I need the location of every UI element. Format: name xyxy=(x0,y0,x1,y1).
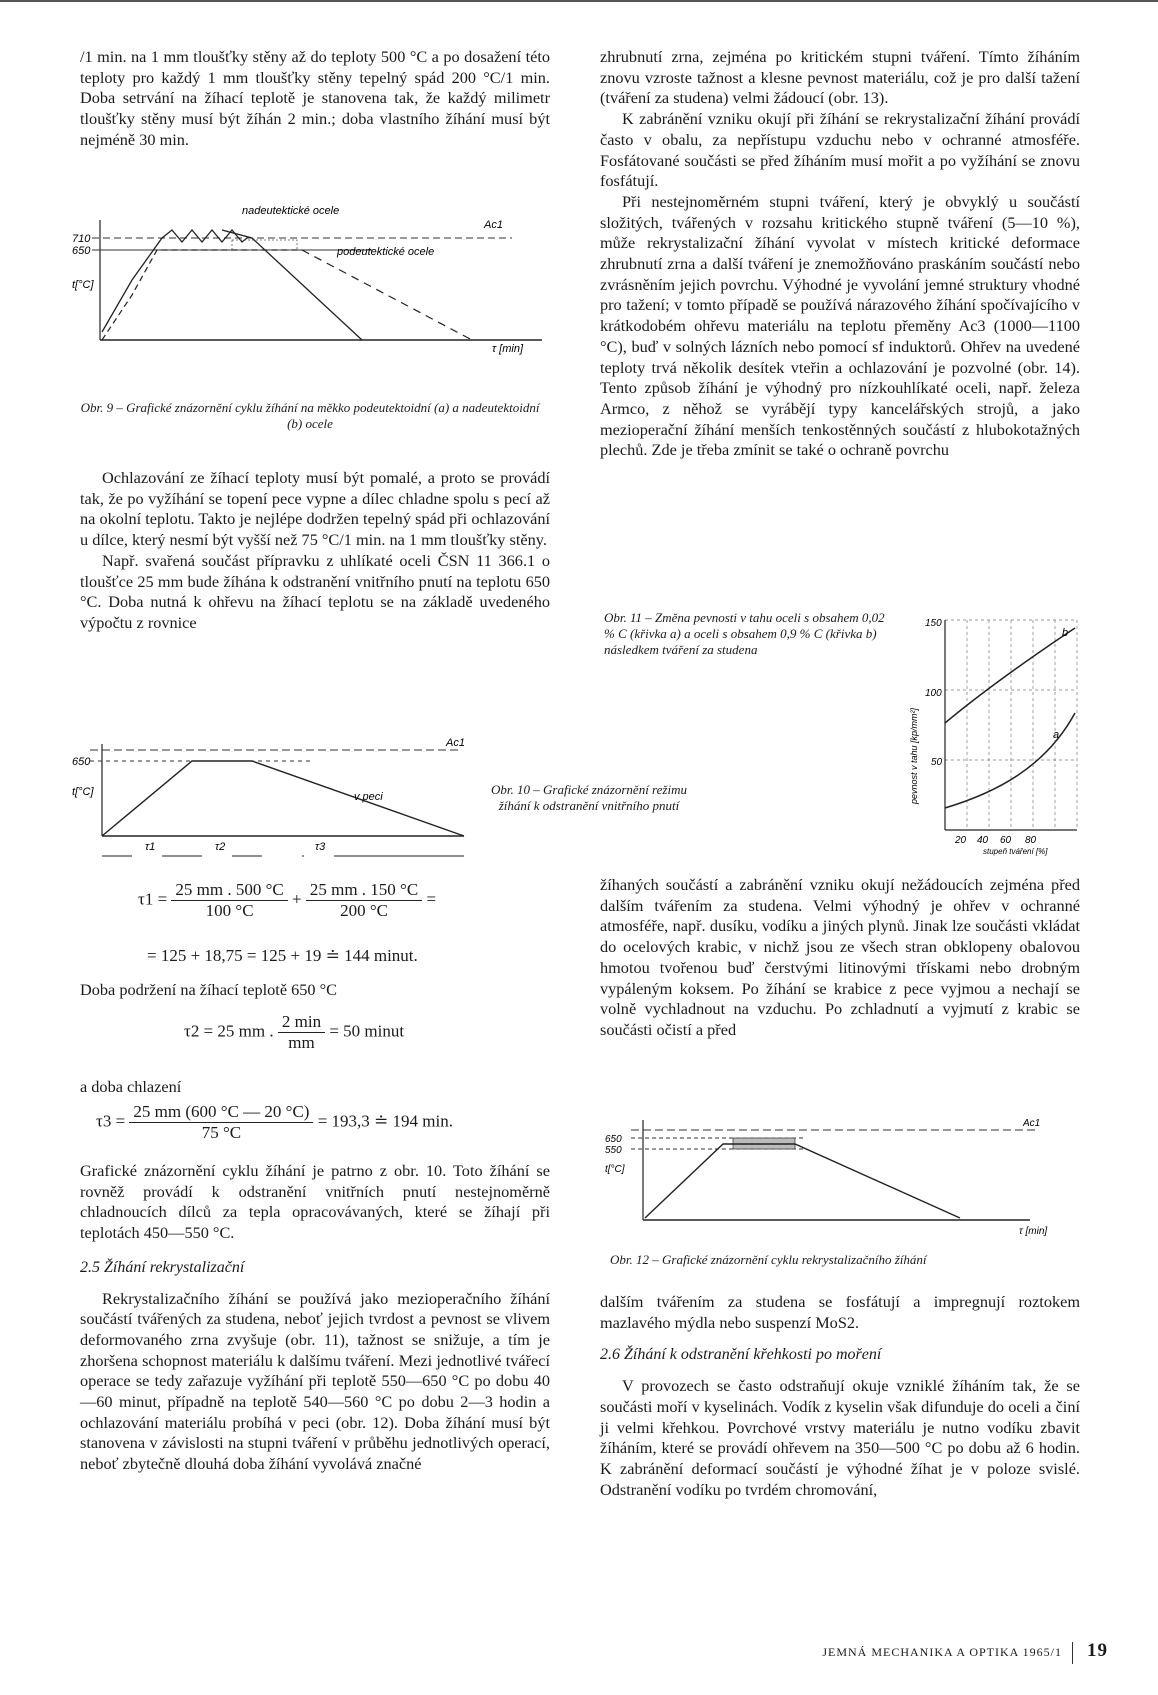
fig9-yaxis: t[°C] xyxy=(72,279,94,291)
right-col-bottom xyxy=(600,1292,1080,1500)
left-paragraph-1: /1 min. na 1 mm tloušťky stěny až do teploty 500 °C a po dosažení této teploty pro každý 1 mm tloušťky stěny tepelný spád 200 °C/1 min. Doba setrvání na žíhací teplotě je stanovena tak, že každý milimetr tloušťky stěny musí být žíhán 2 min.; doba vlastního žíhání musí být nejméně 30 min. xyxy=(80,47,550,149)
figure-9 xyxy=(72,200,562,370)
top-rule xyxy=(0,0,1158,2)
fig11-y150: 150 xyxy=(925,618,942,629)
equation-t3 xyxy=(96,1102,453,1143)
right-paragraph-3: Při nestejnoměrném stupni tváření, který je obvyklý u součástí složitých, tvářených v rozsahu kritického stupně tváření (5—10 %), může rekrystalizační žíhání vyvolat v místech kritické deformace zhrubnutí zrna a další tváření je znemožňováno praskáním součástí nebo zvrásněním jejich povrchu. Výhodné je vyvolání jemné struktury vhodné pro tažení; v tomto případě se používá nárazového žíhání spočívajícího v krátkodobém ohřevu materiálu na teplotu přeměny Ac3 (1000—1100 °C), buď v solných lázních nebo pomocí sf induktorů. Ohřev na uvedené teploty trvá několik desítek vteřin a ochlazování je pozvolné (obr. 14). Tento způsob žíhání je výhodný pro nízkouhlíkaté oceli, např. železa Armco, z něhož se vyrábějí typy kancelářských strojů, a jako mezioperační žíhání menších tenkostěnných součástí z hlubokotažných plechů. Zde je třeba zmínit se také o ochraně povrchu xyxy=(600,191,1080,460)
page-footer xyxy=(822,1640,1108,1664)
fig10-t3: τ3 xyxy=(315,841,326,853)
section-2-6-heading: 2.6 Žíhání k odstranění křehkosti po moření xyxy=(600,1346,882,1364)
equation-t2 xyxy=(184,1012,404,1053)
fig11-yaxis: pevnost v tahu [kp/mm²] xyxy=(909,707,919,804)
figure-12-caption: Obr. 12 – Grafické znázornění cyklu rekrystalizačního žíhání xyxy=(610,1252,927,1267)
footer-journal: JEMNÁ MECHANIKA A OPTIKA 1965/1 xyxy=(822,1645,1062,1659)
cool-text: a doba chlazení xyxy=(80,1077,182,1096)
fig11-x20: 20 xyxy=(955,835,967,846)
left-paragraph-4: Grafické znázornění cyklu žíhání je patrno z obr. 10. Toto žíhání se rovněž provádí k odstranění vnitřních pnutí nestejnoměrně chladnoucích dílců za tepla opracovávaných, které se žíhají při teplotách 450—550 °C. xyxy=(80,1161,550,1243)
fig9-ac: Ac1 xyxy=(484,219,503,231)
page-number: 19 xyxy=(1087,1640,1108,1661)
left-paragraph-5: Rekrystalizačního žíhání se používá jako mezioperačního žíhání součástí tvářených za studena, neboť jejich tvrdost a pevnost se vlivem deformovaného zrna zvyšuje (obr. 11), tažnost se snižuje, a tím je zhoršena schopnost materiálu k dalšímu tváření. Mezi jednotlivé tvářecí operace se tedy zařazuje vyžíhání při teplotě 550—650 °C po dobu 40—60 minut, případně na teplotě 540—560 °C po dobu 2—3 hodin a ochlazování materiálu probíhá v peci (obr. 12). Doba žíhání musí být stanovena v závislosti na stupni tváření v průběhu jednotlivých operací, neboť zbytečně dlouhá doba žíhání vyvolává značné xyxy=(80,1288,550,1474)
fig10-curve xyxy=(102,761,464,836)
fig11-label-a: a xyxy=(1053,729,1060,741)
right-col-top xyxy=(600,47,1080,461)
right-paragraph-2: K zabránění vzniku okují při žíhání se rekrystalizační žíhání provádí často v obalu, za nepřístupu vzduchu nebo v ochranné atmosféře. Fosfátované součásti se před žíháním musí mořit a po vyžíhání se znovu fosfátují. xyxy=(600,109,1080,191)
fig9-y650: 650 xyxy=(72,245,91,257)
fig12-y650: 650 xyxy=(605,1134,622,1145)
eq-t3-res: = 193,3 ≐ 194 min. xyxy=(317,1111,453,1131)
fig10-ac: Ac1 xyxy=(446,737,465,749)
figure-9-caption: Obr. 9 – Grafické znázornění cyklu žíhání na měkko podeutektoidní (a) a nadeutektoidní (b) ocele xyxy=(80,400,540,431)
left-col-top xyxy=(80,47,550,151)
fig11-label-b: b xyxy=(1062,627,1069,639)
fig11-x40: 40 xyxy=(977,835,989,846)
fig9-curve-cool-b xyxy=(302,250,472,340)
fig12-xaxis: τ [min] xyxy=(1019,1226,1048,1237)
eq-equals: = xyxy=(426,889,437,909)
fig9-label-bottom: podeutektické ocele xyxy=(337,246,435,258)
fig11-x80: 80 xyxy=(1025,835,1037,846)
left-col-mid xyxy=(80,468,550,634)
section-2-5-heading: 2.5 Žíhání rekrystalizační xyxy=(80,1258,245,1276)
figure-11-caption: Obr. 11 – Změna pevnosti v tahu oceli s obsahem 0,02 % C (křivka a) a oceli s obsahem 0,9 % C (křivka b) následkem tváření za studena xyxy=(604,610,885,657)
fig12-curve xyxy=(645,1144,960,1218)
fig11-curve-b xyxy=(945,628,1075,723)
equation-t1-result: = 125 + 18,75 = 125 + 19 ≐ 144 minut. xyxy=(147,946,418,965)
fig11-grid xyxy=(945,620,1077,830)
fig10-vpeci: v peci xyxy=(354,791,383,803)
figure-11 xyxy=(905,608,1125,858)
eq-frac-4: $\frac{25 mm (600 ^\circ C — 20 ^\circ C)}{75 ^\circ C}$ xyxy=(129,1102,313,1143)
fig11-y50: 50 xyxy=(931,757,943,768)
right-paragraph-5: dalším tvářením za studena se fosfátují a impregnují roztokem mazlavého mýdla nebo suspenzí MoS2. xyxy=(600,1292,1080,1332)
eq-t1-lhs: τ1 = xyxy=(138,889,168,909)
fig10-t1: τ1 xyxy=(145,841,156,853)
left-col-bottom xyxy=(80,1161,550,1475)
figure-10-caption: Obr. 10 – Grafické znázornění režimu žíhání k odstranění vnitřního pnutí xyxy=(491,782,687,813)
equation-t1 xyxy=(138,880,436,921)
fig9-curve-podeut-rise xyxy=(102,250,302,340)
left-paragraph-3: Např. svařená součást přípravku z uhlíkaté oceli ČSN 11 366.1 o tloušťce 25 mm bude žíhána k odstranění vnitřního pnutí na teplotu 650 °C. Doba nutná k ohřevu na žíhací teplotu se na základě uvedeného výpočtu z rovnice xyxy=(80,550,550,632)
right-paragraph-1: zhrubnutí zrna, zejména po kritickém stupni tváření. Tímto žíháním znovu vzroste tažnost a klesne pevnost materiálu, což je pro další tažení (tváření za studena) velmi žádoucí (obr. 13). xyxy=(600,47,1080,108)
fig9-label-top: nadeutektické ocele xyxy=(242,205,340,217)
fig9-y710: 710 xyxy=(72,233,91,245)
fig10-yaxis: t[°C] xyxy=(72,786,94,798)
fig11-x60: 60 xyxy=(1000,835,1012,846)
eq-t2-lhs: τ2 = 25 mm . xyxy=(184,1021,274,1041)
fig11-y100: 100 xyxy=(925,688,942,699)
footer-divider xyxy=(1072,1642,1073,1664)
right-col-mid xyxy=(600,875,1080,1041)
eq-t2-res: = 50 minut xyxy=(329,1021,405,1041)
right-paragraph-4: žíhaných součástí a zabránění vzniku okují nežádoucích zejména před dalším tvářením za studena. Velmi výhodný je ohřev v ochranné atmosféře, např. dusíku, vodíku a jiných plynů. Jinak lze součásti vkládat do ocelových krabic, v nichž jsou ze všech stran obklopeny obalovou hmotou tvořenou buď čerstvými litinovými třískami nebo drobným vypáleným koksem. Po žíhání se krabice z pece vyjmou a nechají se volně vychladnout na vzduchu. Po zchladnutí a vyjmutí z krabic se součásti očistí a před xyxy=(600,875,1080,1039)
right-paragraph-6: V provozech se často odstraňují okuje vzniklé žíháním tak, že se součásti moří v kyselinách. Vodík z kyselin však difunduje do oceli a činí ji velmi křehkou. Povrchové vrstvy materiálu je nutno vodíku zbavit žíháním, které se provádí ohřevem na 350—500 °C po dobu až 6 hodin. K zabránění deformací součástí je výhodné žíhat je v poloze svislé. Odstranění vodíku po tvrdém chromování, xyxy=(600,1376,1080,1499)
eq-frac-1: $\frac{25 mm . 500 ^\circ C}{100 ^\circ C}$ xyxy=(171,880,287,921)
fig11-curve-a xyxy=(945,713,1075,808)
fig10-y650: 650 xyxy=(72,756,91,768)
figure-12 xyxy=(605,1108,1075,1238)
fig10-t2: τ2 xyxy=(215,841,226,853)
left-paragraph-2: Ochlazování ze žíhací teploty musí být pomalé, a proto se provádí tak, že po vyžíhání se topení pece vypne a dílec chladne spolu s pecí až na okolní teplotu. Takto je nejlépe dodržen tepelný spád při ochlazování u dílce, který nesmí být vyšší než 75 °C/1 min. na 1 mm tloušťky stěny. xyxy=(80,468,550,550)
fig12-ac: Ac1 xyxy=(1023,1118,1041,1129)
eq-frac-3: $\frac{2 \min}{mm}$ xyxy=(278,1012,325,1053)
fig12-y550: 550 xyxy=(605,1145,622,1156)
fig9-curve-nadeut xyxy=(102,230,247,332)
figure-10 xyxy=(72,732,482,862)
fig9-xaxis: τ [min] xyxy=(492,343,524,355)
eq-t3-lhs: τ3 = xyxy=(96,1111,126,1131)
fig11-xaxis: stupeň tváření [%] xyxy=(983,847,1048,856)
eq-plus: + xyxy=(292,889,302,909)
fig12-yaxis: t[°C] xyxy=(605,1164,625,1175)
hold-text: Doba podržení na žíhací teplotě 650 °C xyxy=(80,980,337,999)
eq-frac-2: $\frac{25 mm . 150 ^\circ C}{200 ^\circ C}$ xyxy=(306,880,422,921)
